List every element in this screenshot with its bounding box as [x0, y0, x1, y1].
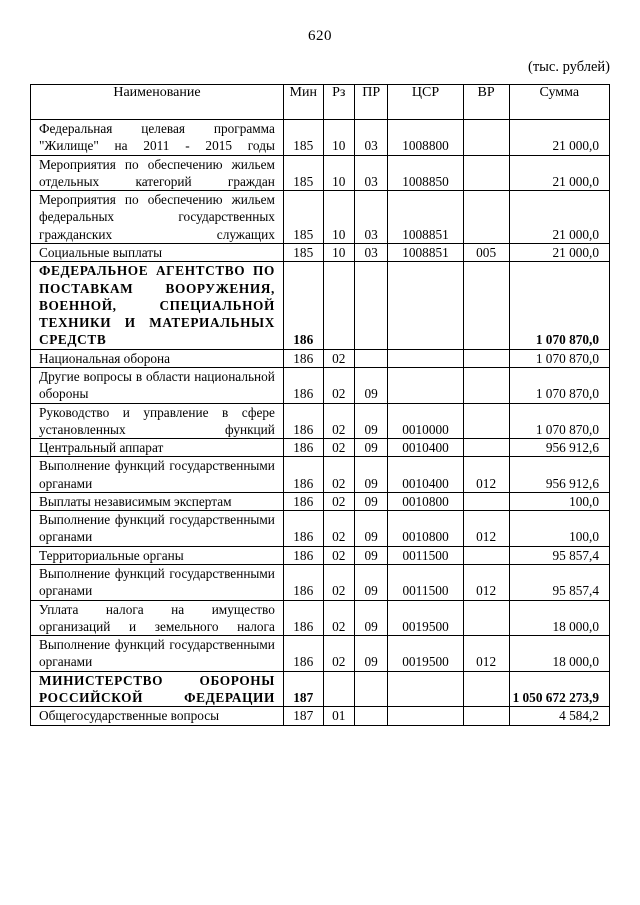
cell-sum: 100,0	[509, 511, 609, 547]
table-row	[31, 403, 610, 439]
cell-pr	[354, 671, 387, 707]
cell-pr	[354, 349, 387, 367]
cell-vr: 005	[463, 243, 509, 261]
cell-min: 186	[283, 511, 323, 547]
cell-name: Центральный аппарат	[31, 439, 284, 457]
cell-pr: 03	[354, 243, 387, 261]
cell-name: Руководство и управление в сфере установленных функций	[31, 403, 284, 439]
cell-sum: 21 000,0	[509, 191, 609, 244]
cell-rz: 02	[323, 600, 354, 636]
table-row	[31, 457, 610, 493]
cell-csr	[388, 671, 463, 707]
cell-sum: 4 584,2	[509, 707, 609, 725]
cell-rz: 02	[323, 492, 354, 510]
cell-min: 187	[283, 671, 323, 707]
cell-rz: 01	[323, 707, 354, 725]
cell-name: МИНИСТЕРСТВО ОБОРОНЫ РОССИЙСКОЙ ФЕДЕРАЦИИ	[31, 671, 284, 707]
cell-rz: 02	[323, 349, 354, 367]
cell-vr: 012	[463, 636, 509, 672]
column-header-min: Мин	[283, 85, 323, 120]
cell-csr	[388, 349, 463, 367]
cell-min: 186	[283, 457, 323, 493]
table-body	[31, 120, 610, 726]
cell-name: Уплата налога на имущество организаций и земельного налога	[31, 600, 284, 636]
cell-rz: 02	[323, 403, 354, 439]
table-row	[31, 600, 610, 636]
cell-csr: 0010800	[388, 511, 463, 547]
table-row	[31, 511, 610, 547]
cell-name: ФЕДЕРАЛЬНОЕ АГЕНТСТВО ПО ПОСТАВКАМ ВООРУЖЕНИЯ, ВОЕННОЙ, СПЕЦИАЛЬНОЙ ТЕХНИКИ И МАТЕРИАЛЬНЫХ СРЕДСТВ	[31, 262, 284, 349]
cell-sum: 956 912,6	[509, 457, 609, 493]
table-row	[31, 191, 610, 244]
cell-rz: 02	[323, 546, 354, 564]
cell-csr: 0011500	[388, 565, 463, 601]
cell-rz: 02	[323, 511, 354, 547]
cell-vr	[463, 155, 509, 191]
table-row	[31, 565, 610, 601]
table-row	[31, 439, 610, 457]
cell-rz: 02	[323, 457, 354, 493]
cell-pr: 09	[354, 600, 387, 636]
cell-pr: 09	[354, 565, 387, 601]
cell-pr: 09	[354, 511, 387, 547]
cell-csr: 0010800	[388, 492, 463, 510]
cell-min: 186	[283, 262, 323, 349]
cell-sum: 1 070 870,0	[509, 349, 609, 367]
table-row	[31, 243, 610, 261]
cell-csr: 0011500	[388, 546, 463, 564]
cell-sum: 1 070 870,0	[509, 367, 609, 403]
cell-vr: 012	[463, 457, 509, 493]
cell-rz: 02	[323, 367, 354, 403]
cell-min: 186	[283, 636, 323, 672]
cell-rz: 02	[323, 439, 354, 457]
cell-name: Выплаты независимым экспертам	[31, 492, 284, 510]
cell-vr	[463, 191, 509, 244]
cell-name: Социальные выплаты	[31, 243, 284, 261]
cell-vr: 012	[463, 565, 509, 601]
cell-name: Выполнение функций государственными органами	[31, 457, 284, 493]
cell-vr	[463, 120, 509, 156]
cell-pr: 09	[354, 457, 387, 493]
cell-min: 186	[283, 600, 323, 636]
table-row	[31, 671, 610, 707]
page-number: 620	[308, 28, 332, 44]
cell-sum: 956 912,6	[509, 439, 609, 457]
cell-min: 186	[283, 439, 323, 457]
cell-min: 186	[283, 565, 323, 601]
cell-rz: 02	[323, 565, 354, 601]
cell-sum: 21 000,0	[509, 243, 609, 261]
cell-min: 186	[283, 546, 323, 564]
table-row	[31, 262, 610, 349]
cell-name: Мероприятия по обеспечению жильем федеральных государственных гражданских служащих	[31, 191, 284, 244]
cell-name: Выполнение функций государственными органами	[31, 511, 284, 547]
cell-csr: 1008851	[388, 191, 463, 244]
cell-sum: 21 000,0	[509, 120, 609, 156]
cell-rz: 02	[323, 636, 354, 672]
budget-table	[30, 84, 610, 726]
cell-min: 186	[283, 367, 323, 403]
table-row	[31, 367, 610, 403]
cell-name: Федеральная целевая программа "Жилище" на 2011 - 2015 годы	[31, 120, 284, 156]
cell-sum: 100,0	[509, 492, 609, 510]
cell-csr	[388, 707, 463, 725]
cell-name: Мероприятия по обеспечению жильем отдельных категорий граждан	[31, 155, 284, 191]
cell-pr: 03	[354, 120, 387, 156]
cell-rz: 10	[323, 243, 354, 261]
cell-sum: 18 000,0	[509, 636, 609, 672]
cell-csr: 1008800	[388, 120, 463, 156]
cell-pr	[354, 707, 387, 725]
table-header	[31, 85, 610, 120]
cell-sum: 21 000,0	[509, 155, 609, 191]
cell-vr	[463, 367, 509, 403]
cell-min: 185	[283, 243, 323, 261]
cell-name: Выполнение функций государственными органами	[31, 636, 284, 672]
column-header-rz: Рз	[323, 85, 354, 120]
cell-pr: 09	[354, 439, 387, 457]
cell-min: 187	[283, 707, 323, 725]
cell-csr: 0010000	[388, 403, 463, 439]
table-row	[31, 349, 610, 367]
table-row	[31, 546, 610, 564]
cell-pr: 09	[354, 492, 387, 510]
cell-min: 186	[283, 492, 323, 510]
cell-csr: 0010400	[388, 457, 463, 493]
cell-vr	[463, 600, 509, 636]
column-header-csr: ЦСР	[388, 85, 463, 120]
cell-csr: 0019500	[388, 636, 463, 672]
cell-rz: 10	[323, 120, 354, 156]
cell-sum: 1 070 870,0	[509, 262, 609, 349]
column-header-sum: Сумма	[509, 85, 609, 120]
cell-vr	[463, 707, 509, 725]
cell-min: 186	[283, 403, 323, 439]
table-row	[31, 492, 610, 510]
cell-sum: 1 050 672 273,9	[509, 671, 609, 707]
cell-vr	[463, 262, 509, 349]
cell-vr	[463, 349, 509, 367]
cell-pr	[354, 262, 387, 349]
cell-rz: 10	[323, 191, 354, 244]
cell-min: 185	[283, 120, 323, 156]
cell-csr: 1008851	[388, 243, 463, 261]
cell-rz	[323, 262, 354, 349]
column-header-vr: ВР	[463, 85, 509, 120]
cell-name: Территориальные органы	[31, 546, 284, 564]
cell-sum: 18 000,0	[509, 600, 609, 636]
cell-pr: 09	[354, 636, 387, 672]
cell-rz	[323, 671, 354, 707]
cell-csr	[388, 262, 463, 349]
cell-pr: 09	[354, 367, 387, 403]
cell-sum: 95 857,4	[509, 546, 609, 564]
cell-sum: 1 070 870,0	[509, 403, 609, 439]
cell-pr: 03	[354, 191, 387, 244]
cell-csr: 1008850	[388, 155, 463, 191]
cell-name: Общегосударственные вопросы	[31, 707, 284, 725]
table-row	[31, 636, 610, 672]
cell-rz: 10	[323, 155, 354, 191]
cell-csr: 0019500	[388, 600, 463, 636]
cell-pr: 09	[354, 546, 387, 564]
cell-name: Национальная оборона	[31, 349, 284, 367]
cell-min: 185	[283, 191, 323, 244]
cell-vr: 012	[463, 511, 509, 547]
cell-min: 186	[283, 349, 323, 367]
cell-csr: 0010400	[388, 439, 463, 457]
cell-pr: 09	[354, 403, 387, 439]
cell-vr	[463, 671, 509, 707]
cell-vr	[463, 439, 509, 457]
cell-sum: 95 857,4	[509, 565, 609, 601]
table-row	[31, 120, 610, 156]
cell-vr	[463, 546, 509, 564]
table-row	[31, 707, 610, 725]
cell-name: Другие вопросы в области национальной обороны	[31, 367, 284, 403]
cell-vr	[463, 403, 509, 439]
cell-name: Выполнение функций государственными органами	[31, 565, 284, 601]
column-header-name: Наименование	[31, 85, 284, 120]
units-note: (тыс. рублей)	[528, 59, 610, 75]
cell-vr	[463, 492, 509, 510]
column-header-pr: ПР	[354, 85, 387, 120]
table-row	[31, 155, 610, 191]
cell-min: 185	[283, 155, 323, 191]
cell-csr	[388, 367, 463, 403]
cell-pr: 03	[354, 155, 387, 191]
